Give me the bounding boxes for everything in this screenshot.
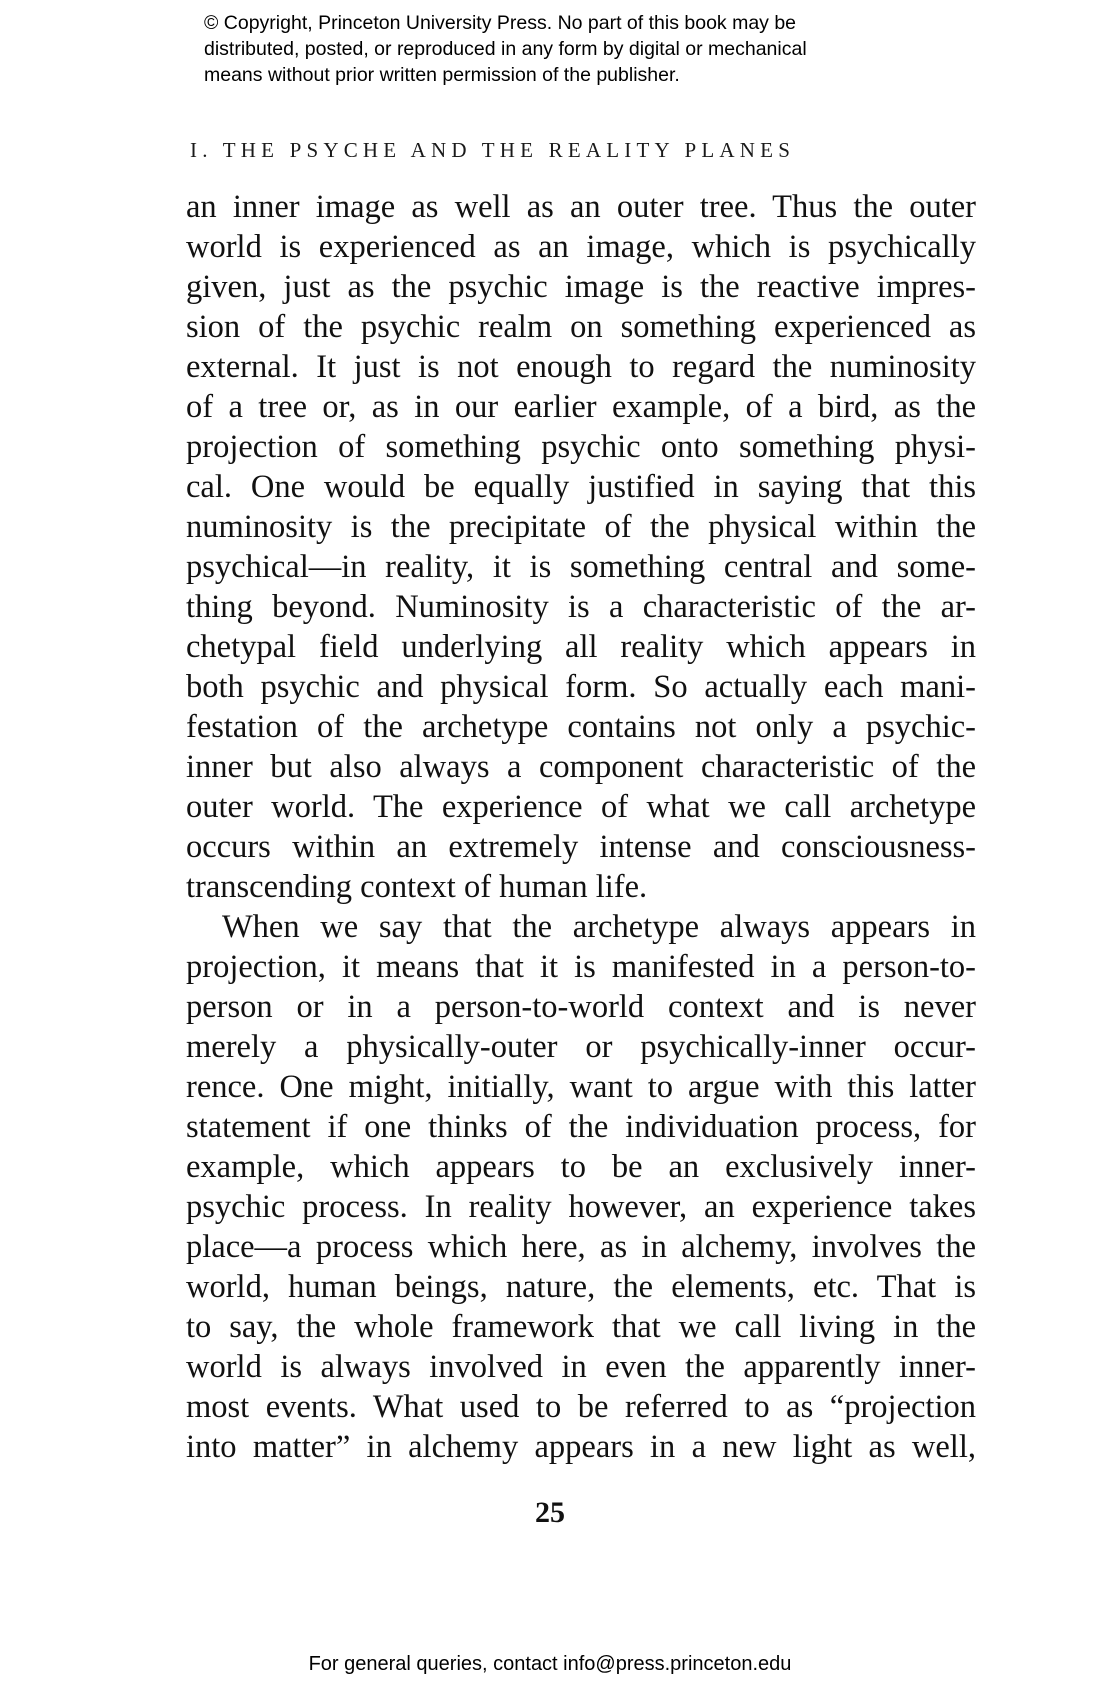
copyright-line: distributed, posted, or reproduced in any form by digital or mechanical bbox=[204, 38, 807, 60]
text-line: chetypal field underlying all reality which appears in bbox=[186, 629, 976, 665]
text-line: person or in a person-to-world context and is never bbox=[186, 989, 976, 1025]
copyright-notice bbox=[204, 10, 964, 88]
text-line: festation of the archetype contains not only a psychic- bbox=[186, 709, 976, 745]
text-line: an inner image as well as an outer tree. Thus the outer bbox=[186, 189, 976, 225]
text-line: merely a physically-outer or psychically-inner occur- bbox=[186, 1029, 976, 1065]
text-line: world is always involved in even the apparently inner- bbox=[186, 1349, 976, 1385]
text-line: given, just as the psychic image is the reactive impres- bbox=[186, 269, 976, 305]
text-line: cal. One would be equally justified in saying that this bbox=[186, 469, 976, 505]
text-line: world, human beings, nature, the elements, etc. That is bbox=[186, 1269, 976, 1305]
text-line: most events. What used to be referred to as “projection bbox=[186, 1389, 976, 1425]
body-text bbox=[186, 187, 976, 1467]
text-line: world is experienced as an image, which is psychically bbox=[186, 229, 976, 265]
text-line: When we say that the archetype always appears in bbox=[222, 909, 976, 945]
text-line: numinosity is the precipitate of the physical within the bbox=[186, 509, 976, 545]
text-line: rence. One might, initially, want to argue with this latter bbox=[186, 1069, 976, 1105]
copyright-line: means without prior written permission of the publisher. bbox=[204, 64, 680, 86]
text-line: example, which appears to be an exclusively inner- bbox=[186, 1149, 976, 1185]
page-number: 25 bbox=[535, 1496, 565, 1529]
text-line: psychic process. In reality however, an experience takes bbox=[186, 1189, 976, 1225]
text-line: psychical—in reality, it is something central and some- bbox=[186, 549, 976, 585]
text-line: thing beyond. Numinosity is a characteristic of the ar- bbox=[186, 589, 976, 625]
text-line: external. It just is not enough to regard the numinosity bbox=[186, 349, 976, 385]
text-line: statement if one thinks of the individuation process, for bbox=[186, 1109, 976, 1145]
text-line: to say, the whole framework that we call living in the bbox=[186, 1309, 976, 1345]
text-line: occurs within an extremely intense and consciousness- bbox=[186, 829, 976, 865]
text-line: transcending context of human life. bbox=[186, 869, 648, 905]
text-line: both psychic and physical form. So actually each mani- bbox=[186, 669, 976, 705]
text-line: projection of something psychic onto something physi- bbox=[186, 429, 976, 465]
text-line: sion of the psychic realm on something experienced as bbox=[186, 309, 976, 345]
text-line: outer world. The experience of what we call archetype bbox=[186, 789, 976, 825]
text-line: of a tree or, as in our earlier example, of a bird, as the bbox=[186, 389, 976, 425]
copyright-line: © Copyright, Princeton University Press. No part of this book may be bbox=[204, 12, 797, 34]
text-line: into matter” in alchemy appears in a new light as well, bbox=[186, 1429, 976, 1465]
text-line: place—a process which here, as in alchemy, involves the bbox=[186, 1229, 976, 1265]
footer-contact: For general queries, contact info@press.princeton.edu bbox=[308, 1653, 792, 1675]
running-head: I. THE PSYCHE AND THE REALITY PLANES bbox=[190, 138, 796, 162]
text-line: inner but also always a component characteristic of the bbox=[186, 749, 976, 785]
text-line: projection, it means that it is manifested in a person-to- bbox=[186, 949, 976, 985]
